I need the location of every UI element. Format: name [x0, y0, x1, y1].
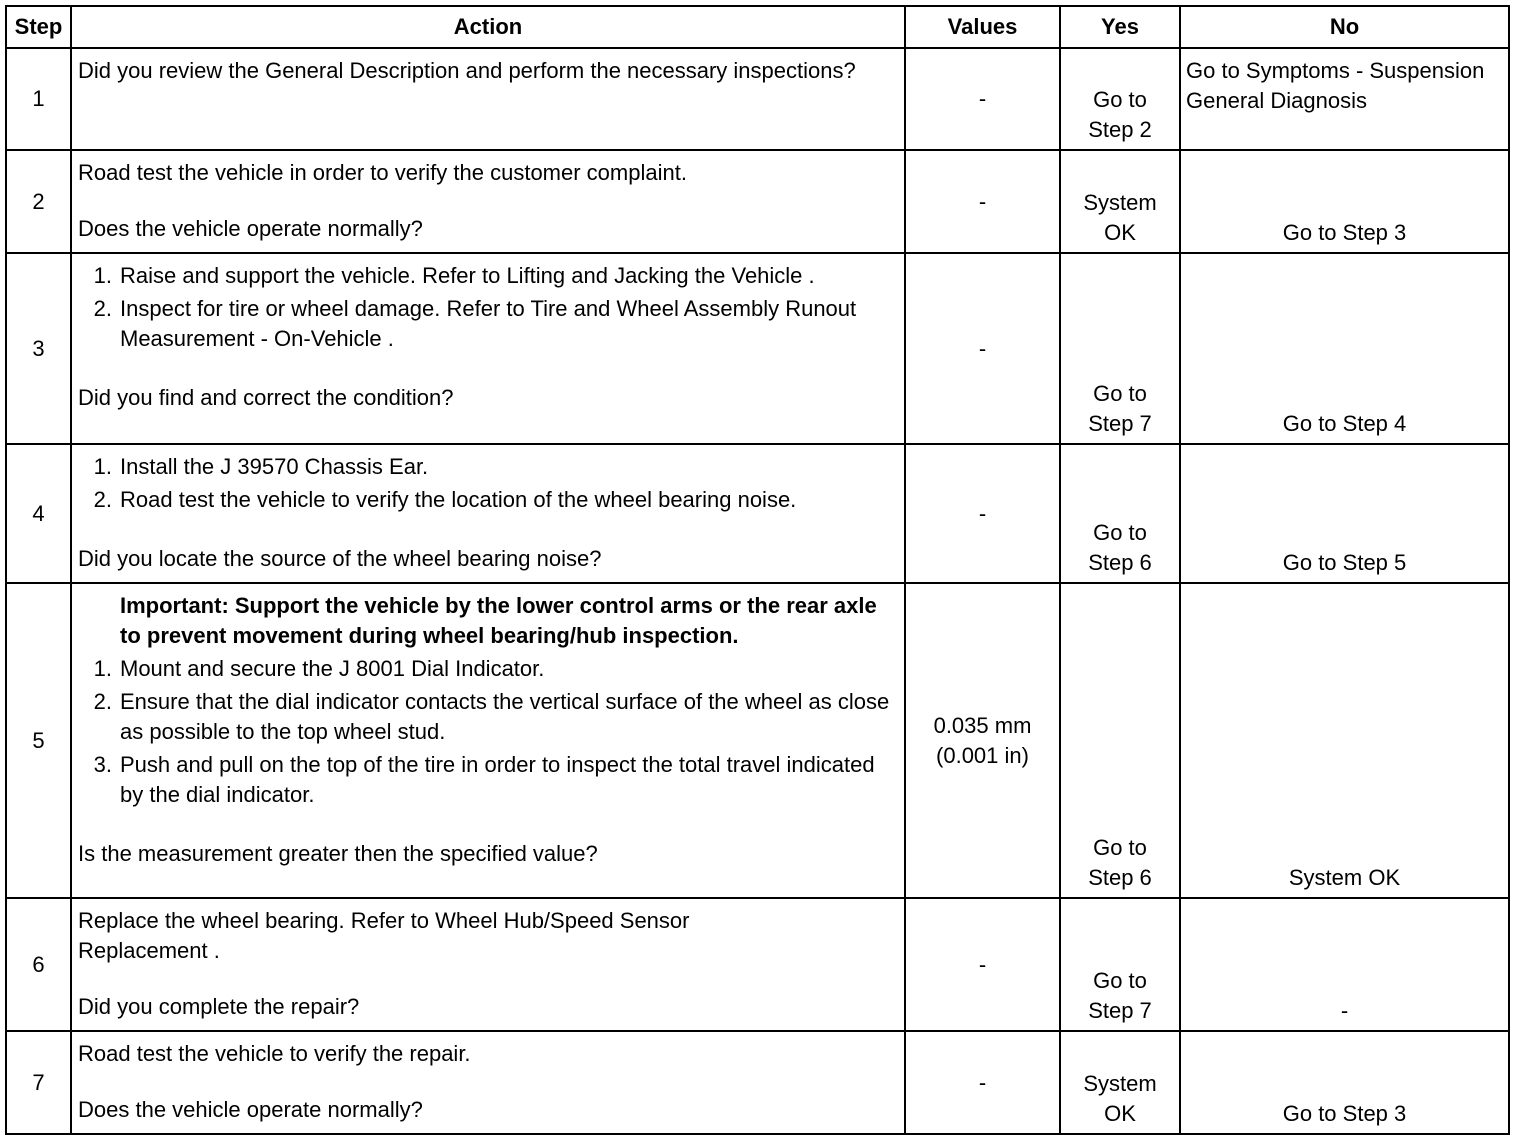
value-cell: - — [905, 898, 1060, 1031]
value-cell: 0.035 mm (0.001 in) — [905, 583, 1060, 898]
action-question: Does the vehicle operate normally? — [78, 1097, 423, 1122]
step-number: 6 — [6, 898, 71, 1031]
action-text: Did you review the General Description and perform the necessary inspections? — [78, 58, 856, 83]
header-row — [6, 6, 1509, 48]
yes-cell: Go to Step 6 — [1060, 444, 1180, 583]
list-item-text: Raise and support the vehicle. Refer to Lifting and Jacking the Vehicle . — [120, 263, 815, 288]
no-cell: Go to Step 4 — [1180, 253, 1509, 444]
step-number: 5 — [6, 583, 71, 898]
list-item — [78, 261, 896, 291]
step-number: 2 — [6, 150, 71, 253]
no-cell: - — [1180, 898, 1509, 1031]
important-note: Important: Support the vehicle by the lower control arms or the rear axle to prevent movement during wheel bearing/hub inspection. — [120, 593, 877, 648]
list-item-number: 2. — [93, 487, 112, 512]
list-item — [78, 452, 896, 482]
action-cell — [71, 583, 905, 898]
no-cell: Go to Step 3 — [1180, 1031, 1509, 1134]
header-action: Action — [71, 6, 905, 48]
value-cell: - — [905, 253, 1060, 444]
action-text: Road test the vehicle in order to verify the customer complaint. — [78, 160, 687, 185]
list-item-number: 2. — [93, 296, 112, 321]
table-row — [6, 898, 1509, 1031]
table-row — [6, 444, 1509, 583]
step-number: 1 — [6, 48, 71, 150]
list-item — [78, 654, 896, 684]
list-item-text: Inspect for tire or wheel damage. Refer to Tire and Wheel Assembly Runout Measurement - On-Vehicle . — [120, 296, 857, 351]
list-item-number: 2. — [93, 689, 112, 714]
table-row — [6, 150, 1509, 253]
action-cell — [71, 150, 905, 253]
yes-cell: Go to Step 6 — [1060, 583, 1180, 898]
action-cell — [71, 1031, 905, 1134]
list-item-number: 1. — [93, 656, 112, 681]
yes-cell: System OK — [1060, 150, 1180, 253]
no-cell: Go to Symptoms - Suspension General Diagnosis — [1180, 48, 1509, 150]
step-number: 3 — [6, 253, 71, 444]
action-question: Did you locate the source of the wheel bearing noise? — [78, 546, 602, 571]
action-question: Did you complete the repair? — [78, 994, 360, 1019]
list-item — [78, 687, 896, 747]
list-item-text: Ensure that the dial indicator contacts the vertical surface of the wheel as close as possible to the top wheel stud. — [120, 689, 890, 744]
list-item-number: 3. — [93, 752, 112, 777]
header-values: Values — [905, 6, 1060, 48]
table-row — [6, 1031, 1509, 1134]
list-item — [78, 750, 896, 810]
yes-cell: Go to Step 7 — [1060, 898, 1180, 1031]
value-cell: - — [905, 48, 1060, 150]
table-row — [6, 48, 1509, 150]
action-cell — [71, 253, 905, 444]
action-cell — [71, 898, 905, 1031]
list-item-text: Push and pull on the top of the tire in order to inspect the total travel indicated by the dial indicator. — [120, 752, 875, 807]
procedure-list — [78, 452, 896, 515]
step-number: 4 — [6, 444, 71, 583]
header-step: Step — [6, 6, 71, 48]
table-row — [6, 583, 1509, 898]
action-question: Did you find and correct the condition? — [78, 385, 454, 410]
diagnostic-table — [5, 5, 1510, 1135]
yes-cell: System OK — [1060, 1031, 1180, 1134]
list-item-number: 1. — [93, 263, 112, 288]
no-cell: Go to Step 5 — [1180, 444, 1509, 583]
action-text: Replace the wheel bearing. Refer to Wheel Hub/Speed Sensor Replacement . — [78, 908, 690, 963]
no-cell: System OK — [1180, 583, 1509, 898]
value-cell: - — [905, 1031, 1060, 1134]
list-item-text: Road test the vehicle to verify the location of the wheel bearing noise. — [120, 487, 797, 512]
header-yes: Yes — [1060, 6, 1180, 48]
table-row — [6, 253, 1509, 444]
no-cell: Go to Step 3 — [1180, 150, 1509, 253]
list-item-text: Install the J 39570 Chassis Ear. — [120, 454, 429, 479]
value-cell: - — [905, 150, 1060, 253]
list-item — [78, 485, 896, 515]
list-item — [78, 294, 896, 354]
value-cell: - — [905, 444, 1060, 583]
action-question: Does the vehicle operate normally? — [78, 216, 423, 241]
list-item-text: Mount and secure the J 8001 Dial Indicator. — [120, 656, 545, 681]
yes-cell: Go to Step 7 — [1060, 253, 1180, 444]
action-cell — [71, 48, 905, 150]
action-cell — [71, 444, 905, 583]
step-number: 7 — [6, 1031, 71, 1134]
list-item-number: 1. — [93, 454, 112, 479]
yes-cell: Go to Step 2 — [1060, 48, 1180, 150]
header-no: No — [1180, 6, 1509, 48]
action-question: Is the measurement greater then the specified value? — [78, 841, 598, 866]
procedure-list — [78, 654, 896, 810]
action-text: Road test the vehicle to verify the repair. — [78, 1041, 471, 1066]
procedure-list — [78, 261, 896, 354]
